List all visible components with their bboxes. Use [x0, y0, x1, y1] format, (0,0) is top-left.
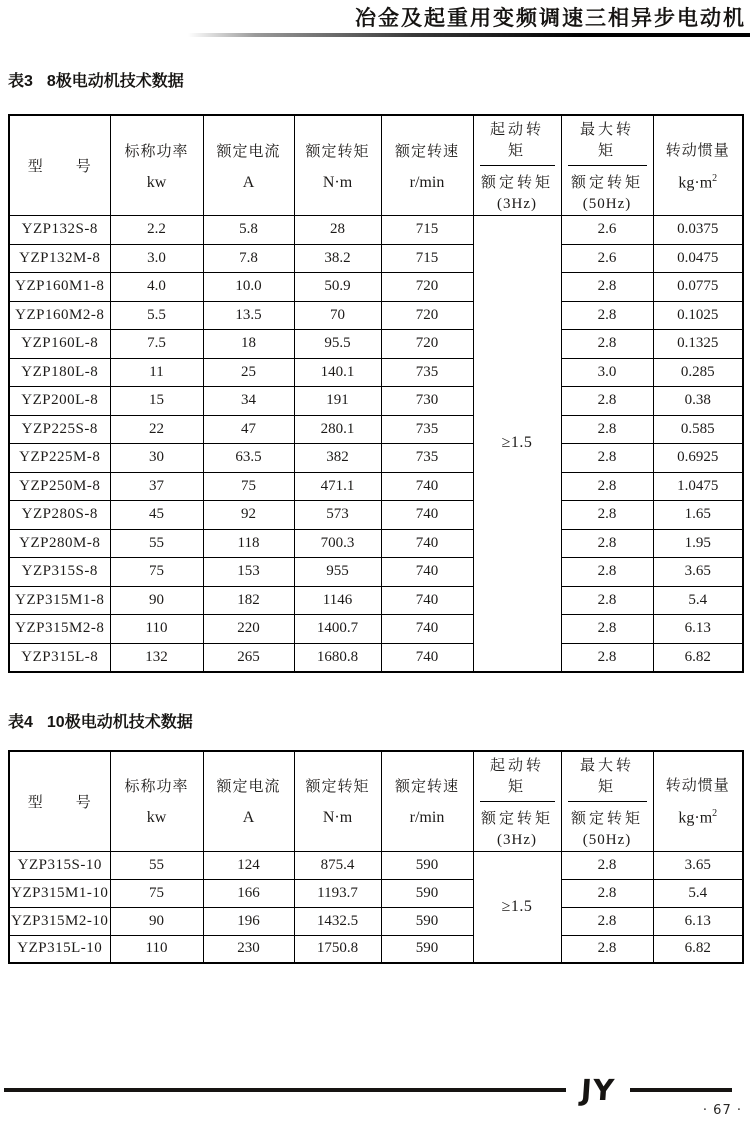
cell-current: 47 [203, 415, 294, 444]
column-header: 额定转速 r/min [381, 751, 473, 852]
cell-inertia: 0.0775 [653, 273, 743, 302]
cell-speed: 720 [381, 330, 473, 359]
cell-max-ratio: 2.8 [561, 387, 653, 416]
column-header: 最大转矩 额定转矩 (50Hz) [561, 115, 653, 216]
cell-speed: 715 [381, 244, 473, 273]
cell-power: 7.5 [110, 330, 203, 359]
cell-inertia: 1.95 [653, 529, 743, 558]
cell-torque: 140.1 [294, 358, 381, 387]
cell-model: YZP160M1-8 [9, 273, 110, 302]
cell-model: YZP315M2-10 [9, 907, 110, 935]
cell-power: 110 [110, 935, 203, 963]
cell-torque: 700.3 [294, 529, 381, 558]
table-row [9, 615, 743, 644]
cell-current: 196 [203, 907, 294, 935]
cell-speed: 735 [381, 415, 473, 444]
cell-speed: 740 [381, 615, 473, 644]
cell-model: YZP315S-10 [9, 851, 110, 879]
cell-speed: 715 [381, 216, 473, 245]
header-rule [188, 33, 750, 37]
cell-inertia: 1.65 [653, 501, 743, 530]
cell-torque: 1146 [294, 586, 381, 615]
cell-max-ratio: 2.8 [561, 273, 653, 302]
cell-max-ratio: 2.6 [561, 216, 653, 245]
table4-caption-text: 10极电动机技术数据 [46, 713, 193, 731]
cell-inertia: 0.6925 [653, 444, 743, 473]
cell-speed: 590 [381, 935, 473, 963]
column-header: 起动转矩 额定转矩 (3Hz) [473, 115, 561, 216]
column-header: 最大转矩 额定转矩 (50Hz) [561, 751, 653, 852]
cell-inertia: 1.0475 [653, 472, 743, 501]
cell-max-ratio: 2.8 [561, 907, 653, 935]
table-row [9, 330, 743, 359]
cell-speed: 590 [381, 907, 473, 935]
cell-power: 30 [110, 444, 203, 473]
cell-max-ratio: 2.8 [561, 472, 653, 501]
cell-current: 92 [203, 501, 294, 530]
cell-model: YZP315L-10 [9, 935, 110, 963]
table-row [9, 387, 743, 416]
cell-max-ratio: 2.8 [561, 586, 653, 615]
cell-current: 182 [203, 586, 294, 615]
cell-current: 153 [203, 558, 294, 587]
merged-start-ratio-cell: ≥1.5 [473, 216, 561, 672]
table-row [9, 586, 743, 615]
cell-speed: 735 [381, 358, 473, 387]
cell-speed: 720 [381, 301, 473, 330]
column-header: 起动转矩 额定转矩 (3Hz) [473, 751, 561, 852]
cell-power: 37 [110, 472, 203, 501]
footer-rule-left [4, 1088, 566, 1092]
table-row [9, 501, 743, 530]
cell-max-ratio: 2.8 [561, 330, 653, 359]
table-row [9, 643, 743, 672]
cell-max-ratio: 2.8 [561, 851, 653, 879]
cell-current: 166 [203, 879, 294, 907]
cell-max-ratio: 2.8 [561, 415, 653, 444]
cell-speed: 735 [381, 444, 473, 473]
merged-start-ratio-cell: ≥1.5 [473, 851, 561, 963]
cell-current: 124 [203, 851, 294, 879]
cell-current: 118 [203, 529, 294, 558]
table-row [9, 415, 743, 444]
cell-speed: 740 [381, 501, 473, 530]
cell-inertia: 6.82 [653, 935, 743, 963]
table-row [9, 273, 743, 302]
page-number: · 67 · [702, 1103, 742, 1118]
cell-inertia: 3.65 [653, 851, 743, 879]
column-header: 标称功率 kw [110, 115, 203, 216]
page-content [8, 72, 742, 964]
cell-torque: 875.4 [294, 851, 381, 879]
cell-model: YZP160M2-8 [9, 301, 110, 330]
cell-power: 5.5 [110, 301, 203, 330]
table-row [9, 216, 743, 245]
cell-torque: 471.1 [294, 472, 381, 501]
cell-max-ratio: 2.6 [561, 244, 653, 273]
column-header: 转动惯量 $kg\cdot m^2$ [653, 115, 743, 216]
cell-model: YZP280S-8 [9, 501, 110, 530]
tech-data-table [8, 750, 744, 965]
cell-model: YZP225M-8 [9, 444, 110, 473]
cell-model: YZP280M-8 [9, 529, 110, 558]
table-row [9, 529, 743, 558]
cell-power: 55 [110, 529, 203, 558]
page-footer [4, 1072, 732, 1108]
cell-power: 90 [110, 586, 203, 615]
cell-model: YZP315S-8 [9, 558, 110, 587]
column-header: 型 号 [9, 115, 110, 216]
cell-inertia: 0.1325 [653, 330, 743, 359]
cell-inertia: 0.585 [653, 415, 743, 444]
cell-torque: 28 [294, 216, 381, 245]
cell-power: 90 [110, 907, 203, 935]
cell-max-ratio: 2.8 [561, 615, 653, 644]
cell-torque: 955 [294, 558, 381, 587]
cell-max-ratio: 2.8 [561, 501, 653, 530]
tech-data-table [8, 114, 744, 673]
cell-torque: 38.2 [294, 244, 381, 273]
cell-power: 3.0 [110, 244, 203, 273]
column-header: 型 号 [9, 751, 110, 852]
cell-max-ratio: 2.8 [561, 444, 653, 473]
table-header-row [9, 115, 743, 216]
table3-caption-text: 8极电动机技术数据 [46, 73, 184, 90]
cell-current: 18 [203, 330, 294, 359]
cell-torque: 1193.7 [294, 879, 381, 907]
cell-power: 75 [110, 558, 203, 587]
table4-caption [8, 713, 742, 733]
table4-caption-label: 表4 [8, 713, 33, 731]
cell-model: YZP132M-8 [9, 244, 110, 273]
cell-model: YZP225S-8 [9, 415, 110, 444]
cell-power: 11 [110, 358, 203, 387]
cell-model: YZP315M1-10 [9, 879, 110, 907]
cell-power: 2.2 [110, 216, 203, 245]
column-header: 标称功率 kw [110, 751, 203, 852]
cell-torque: 382 [294, 444, 381, 473]
column-header: 额定转矩 N·m [294, 115, 381, 216]
cell-torque: 1680.8 [294, 643, 381, 672]
cell-current: 25 [203, 358, 294, 387]
cell-max-ratio: 2.8 [561, 879, 653, 907]
cell-power: 45 [110, 501, 203, 530]
cell-torque: 1750.8 [294, 935, 381, 963]
cell-current: 220 [203, 615, 294, 644]
cell-model: YZP132S-8 [9, 216, 110, 245]
column-header: 额定电流 A [203, 751, 294, 852]
cell-model: YZP315M2-8 [9, 615, 110, 644]
table-row [9, 558, 743, 587]
cell-inertia: 6.13 [653, 907, 743, 935]
cell-current: 10.0 [203, 273, 294, 302]
cell-max-ratio: 2.8 [561, 558, 653, 587]
cell-speed: 740 [381, 586, 473, 615]
cell-max-ratio: 2.8 [561, 301, 653, 330]
cell-max-ratio: 2.8 [561, 935, 653, 963]
cell-current: 34 [203, 387, 294, 416]
cell-current: 265 [203, 643, 294, 672]
cell-current: 7.8 [203, 244, 294, 273]
footer-rule-right [630, 1088, 732, 1092]
cell-power: 75 [110, 879, 203, 907]
table-row [9, 879, 743, 907]
cell-torque: 50.9 [294, 273, 381, 302]
cell-current: 230 [203, 935, 294, 963]
cell-power: 132 [110, 643, 203, 672]
cell-torque: 1432.5 [294, 907, 381, 935]
cell-power: 15 [110, 387, 203, 416]
cell-current: 5.8 [203, 216, 294, 245]
table3-container [8, 114, 742, 673]
table-row [9, 472, 743, 501]
table-row [9, 358, 743, 387]
cell-speed: 740 [381, 558, 473, 587]
brand-logo: JY [579, 1073, 616, 1107]
cell-power: 22 [110, 415, 203, 444]
table-row [9, 444, 743, 473]
table-row [9, 851, 743, 879]
cell-speed: 590 [381, 879, 473, 907]
cell-torque: 1400.7 [294, 615, 381, 644]
cell-model: YZP315M1-8 [9, 586, 110, 615]
cell-power: 4.0 [110, 273, 203, 302]
cell-current: 63.5 [203, 444, 294, 473]
cell-inertia: 0.38 [653, 387, 743, 416]
cell-torque: 95.5 [294, 330, 381, 359]
cell-inertia: 3.65 [653, 558, 743, 587]
cell-model: YZP200L-8 [9, 387, 110, 416]
cell-current: 13.5 [203, 301, 294, 330]
cell-model: YZP160L-8 [9, 330, 110, 359]
cell-model: YZP180L-8 [9, 358, 110, 387]
cell-max-ratio: 2.8 [561, 643, 653, 672]
column-header: 额定转速 r/min [381, 115, 473, 216]
cell-max-ratio: 2.8 [561, 529, 653, 558]
cell-inertia: 5.4 [653, 879, 743, 907]
table-row [9, 301, 743, 330]
cell-inertia: 0.285 [653, 358, 743, 387]
cell-inertia: 5.4 [653, 586, 743, 615]
cell-model: YZP250M-8 [9, 472, 110, 501]
cell-inertia: 6.82 [653, 643, 743, 672]
cell-power: 110 [110, 615, 203, 644]
cell-speed: 740 [381, 529, 473, 558]
cell-inertia: 0.1025 [653, 301, 743, 330]
cell-inertia: 6.13 [653, 615, 743, 644]
cell-current: 75 [203, 472, 294, 501]
column-header: 转动惯量 $kg\cdot m^2$ [653, 751, 743, 852]
cell-torque: 191 [294, 387, 381, 416]
cell-speed: 740 [381, 643, 473, 672]
cell-power: 55 [110, 851, 203, 879]
cell-torque: 280.1 [294, 415, 381, 444]
table-header-row [9, 751, 743, 852]
cell-speed: 590 [381, 851, 473, 879]
cell-speed: 720 [381, 273, 473, 302]
table-row [9, 935, 743, 963]
column-header: 额定电流 A [203, 115, 294, 216]
cell-model: YZP315L-8 [9, 643, 110, 672]
cell-speed: 730 [381, 387, 473, 416]
table3-caption [8, 72, 742, 92]
table4-container [8, 750, 742, 965]
cell-torque: 70 [294, 301, 381, 330]
cell-inertia: 0.0475 [653, 244, 743, 273]
cell-torque: 573 [294, 501, 381, 530]
cell-speed: 740 [381, 472, 473, 501]
table3-caption-label: 表3 [8, 73, 33, 90]
page-title: 冶金及起重用变频调速三相异步电动机 [355, 7, 746, 30]
cell-max-ratio: 3.0 [561, 358, 653, 387]
table-row [9, 907, 743, 935]
column-header: 额定转矩 N·m [294, 751, 381, 852]
cell-inertia: 0.0375 [653, 216, 743, 245]
table-row [9, 244, 743, 273]
